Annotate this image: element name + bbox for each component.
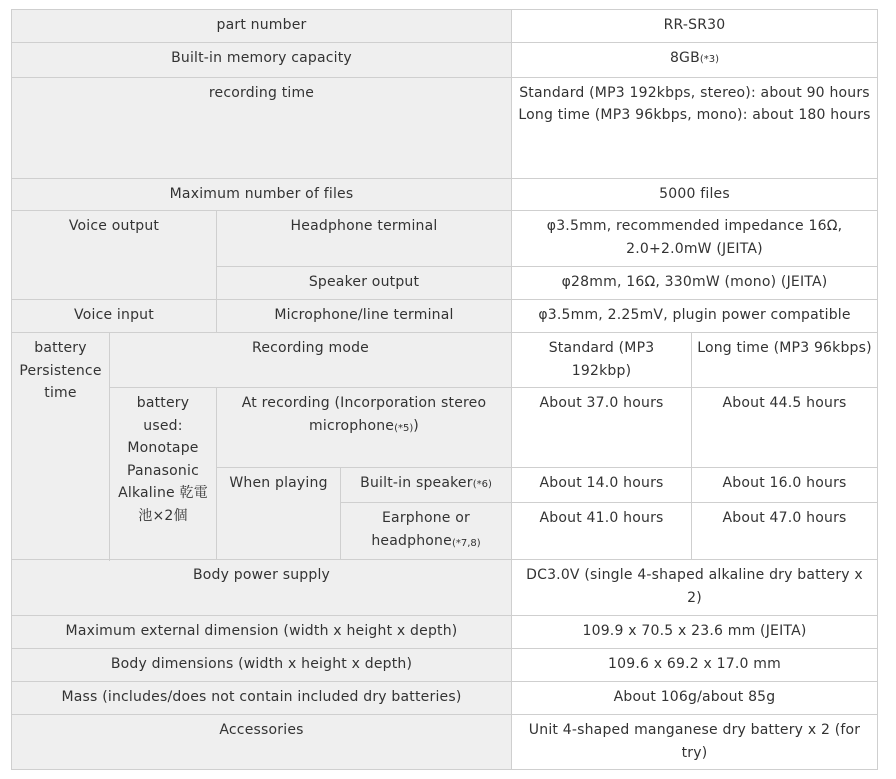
table-row [12,178,878,211]
part-number-value: RR-SR30 [512,10,878,43]
memory-footnote: (*3) [699,53,720,65]
earphone-standard: About 41.0 hours [512,503,692,560]
at-recording-footnote: (*5) [394,422,414,434]
max-dimension-value: 109.9 x 70.5 x 23.6 mm (JEITA) [512,616,878,649]
memory-value-text: 8GB [669,49,700,66]
mass-value: About 106g/about 85g [512,682,878,715]
recording-time-standard: Standard (MP3 192kbps, stereo): about 90 hours [519,84,870,101]
table-row [12,616,878,649]
table-row [12,333,878,388]
battery-used-label: battery used: Monotape Panasonic Alkaline 乾電池×2個 [110,388,217,560]
earphone-footnote: (*7,8) [451,537,481,549]
accessories-label: Accessories [12,715,512,770]
memory-value [512,42,878,77]
when-playing-label: When playing [217,468,341,560]
microphone-terminal-label: Microphone/line terminal [217,300,512,333]
at-recording-label [217,388,512,468]
table-row [12,77,878,178]
accessories-value: Unit 4-shaped manganese dry battery x 2 (for try) [512,715,878,770]
speaker-output-label: Speaker output [217,267,512,300]
at-recording-close: ) [413,417,419,434]
at-recording-standard: About 37.0 hours [512,388,692,468]
table-row [12,300,878,333]
max-files-label: Maximum number of files [12,178,512,211]
mass-label: Mass (includes/does not contain included dry batteries) [12,682,512,715]
battery-persistence-label: battery Persistence time [12,333,110,560]
builtin-speaker-footnote: (*6) [472,479,492,490]
earphone-label [341,503,512,560]
table-row [12,649,878,682]
voice-output-label: Voice output [12,211,217,300]
table-row [12,42,878,77]
memory-label: Built-in memory capacity [12,42,512,77]
body-dimension-value: 109.6 x 69.2 x 17.0 mm [512,649,878,682]
table-row [12,682,878,715]
speaker-output-value: φ28mm, 16Ω, 330mW (mono) (JEITA) [512,267,878,300]
max-files-value: 5000 files [512,178,878,211]
recording-time-label: recording time [12,77,512,178]
table-row [12,715,878,770]
builtin-speaker-label [341,468,512,503]
mode-standard-header: Standard (MP3 192kbp) [512,333,692,388]
builtin-speaker-long: About 16.0 hours [692,468,878,503]
recording-mode-label: Recording mode [110,333,512,388]
part-number-label: part number [12,10,512,43]
body-dimension-label: Body dimensions (width x height x depth) [12,649,512,682]
earphone-long: About 47.0 hours [692,503,878,560]
table-row [12,560,878,616]
table-row [12,388,878,468]
headphone-terminal-label: Headphone terminal [217,211,512,267]
power-supply-value: DC3.0V (single 4-shaped alkaline dry battery x 2) [512,560,878,616]
recording-time-value [512,77,878,178]
earphone-text: Earphone or headphone [371,510,470,549]
at-recording-text: At recording (Incorporation stereo microphone [241,395,487,434]
mode-long-header: Long time (MP3 96kbps) [692,333,878,388]
table-row [12,10,878,43]
spec-table [11,9,878,770]
voice-input-label: Voice input [12,300,217,333]
microphone-terminal-value: φ3.5mm, 2.25mV, plugin power compatible [512,300,878,333]
builtin-speaker-text: Built-in speaker [360,475,473,491]
recording-time-long: Long time (MP3 96kbps, mono): about 180 hours [518,107,871,123]
at-recording-long: About 44.5 hours [692,388,878,468]
table-row [12,211,878,267]
headphone-terminal-value: φ3.5mm, recommended impedance 16Ω, 2.0+2.0mW (JEITA) [512,211,878,267]
builtin-speaker-standard: About 14.0 hours [512,468,692,503]
power-supply-label: Body power supply [12,560,512,616]
max-dimension-label: Maximum external dimension (width x height x depth) [12,616,512,649]
